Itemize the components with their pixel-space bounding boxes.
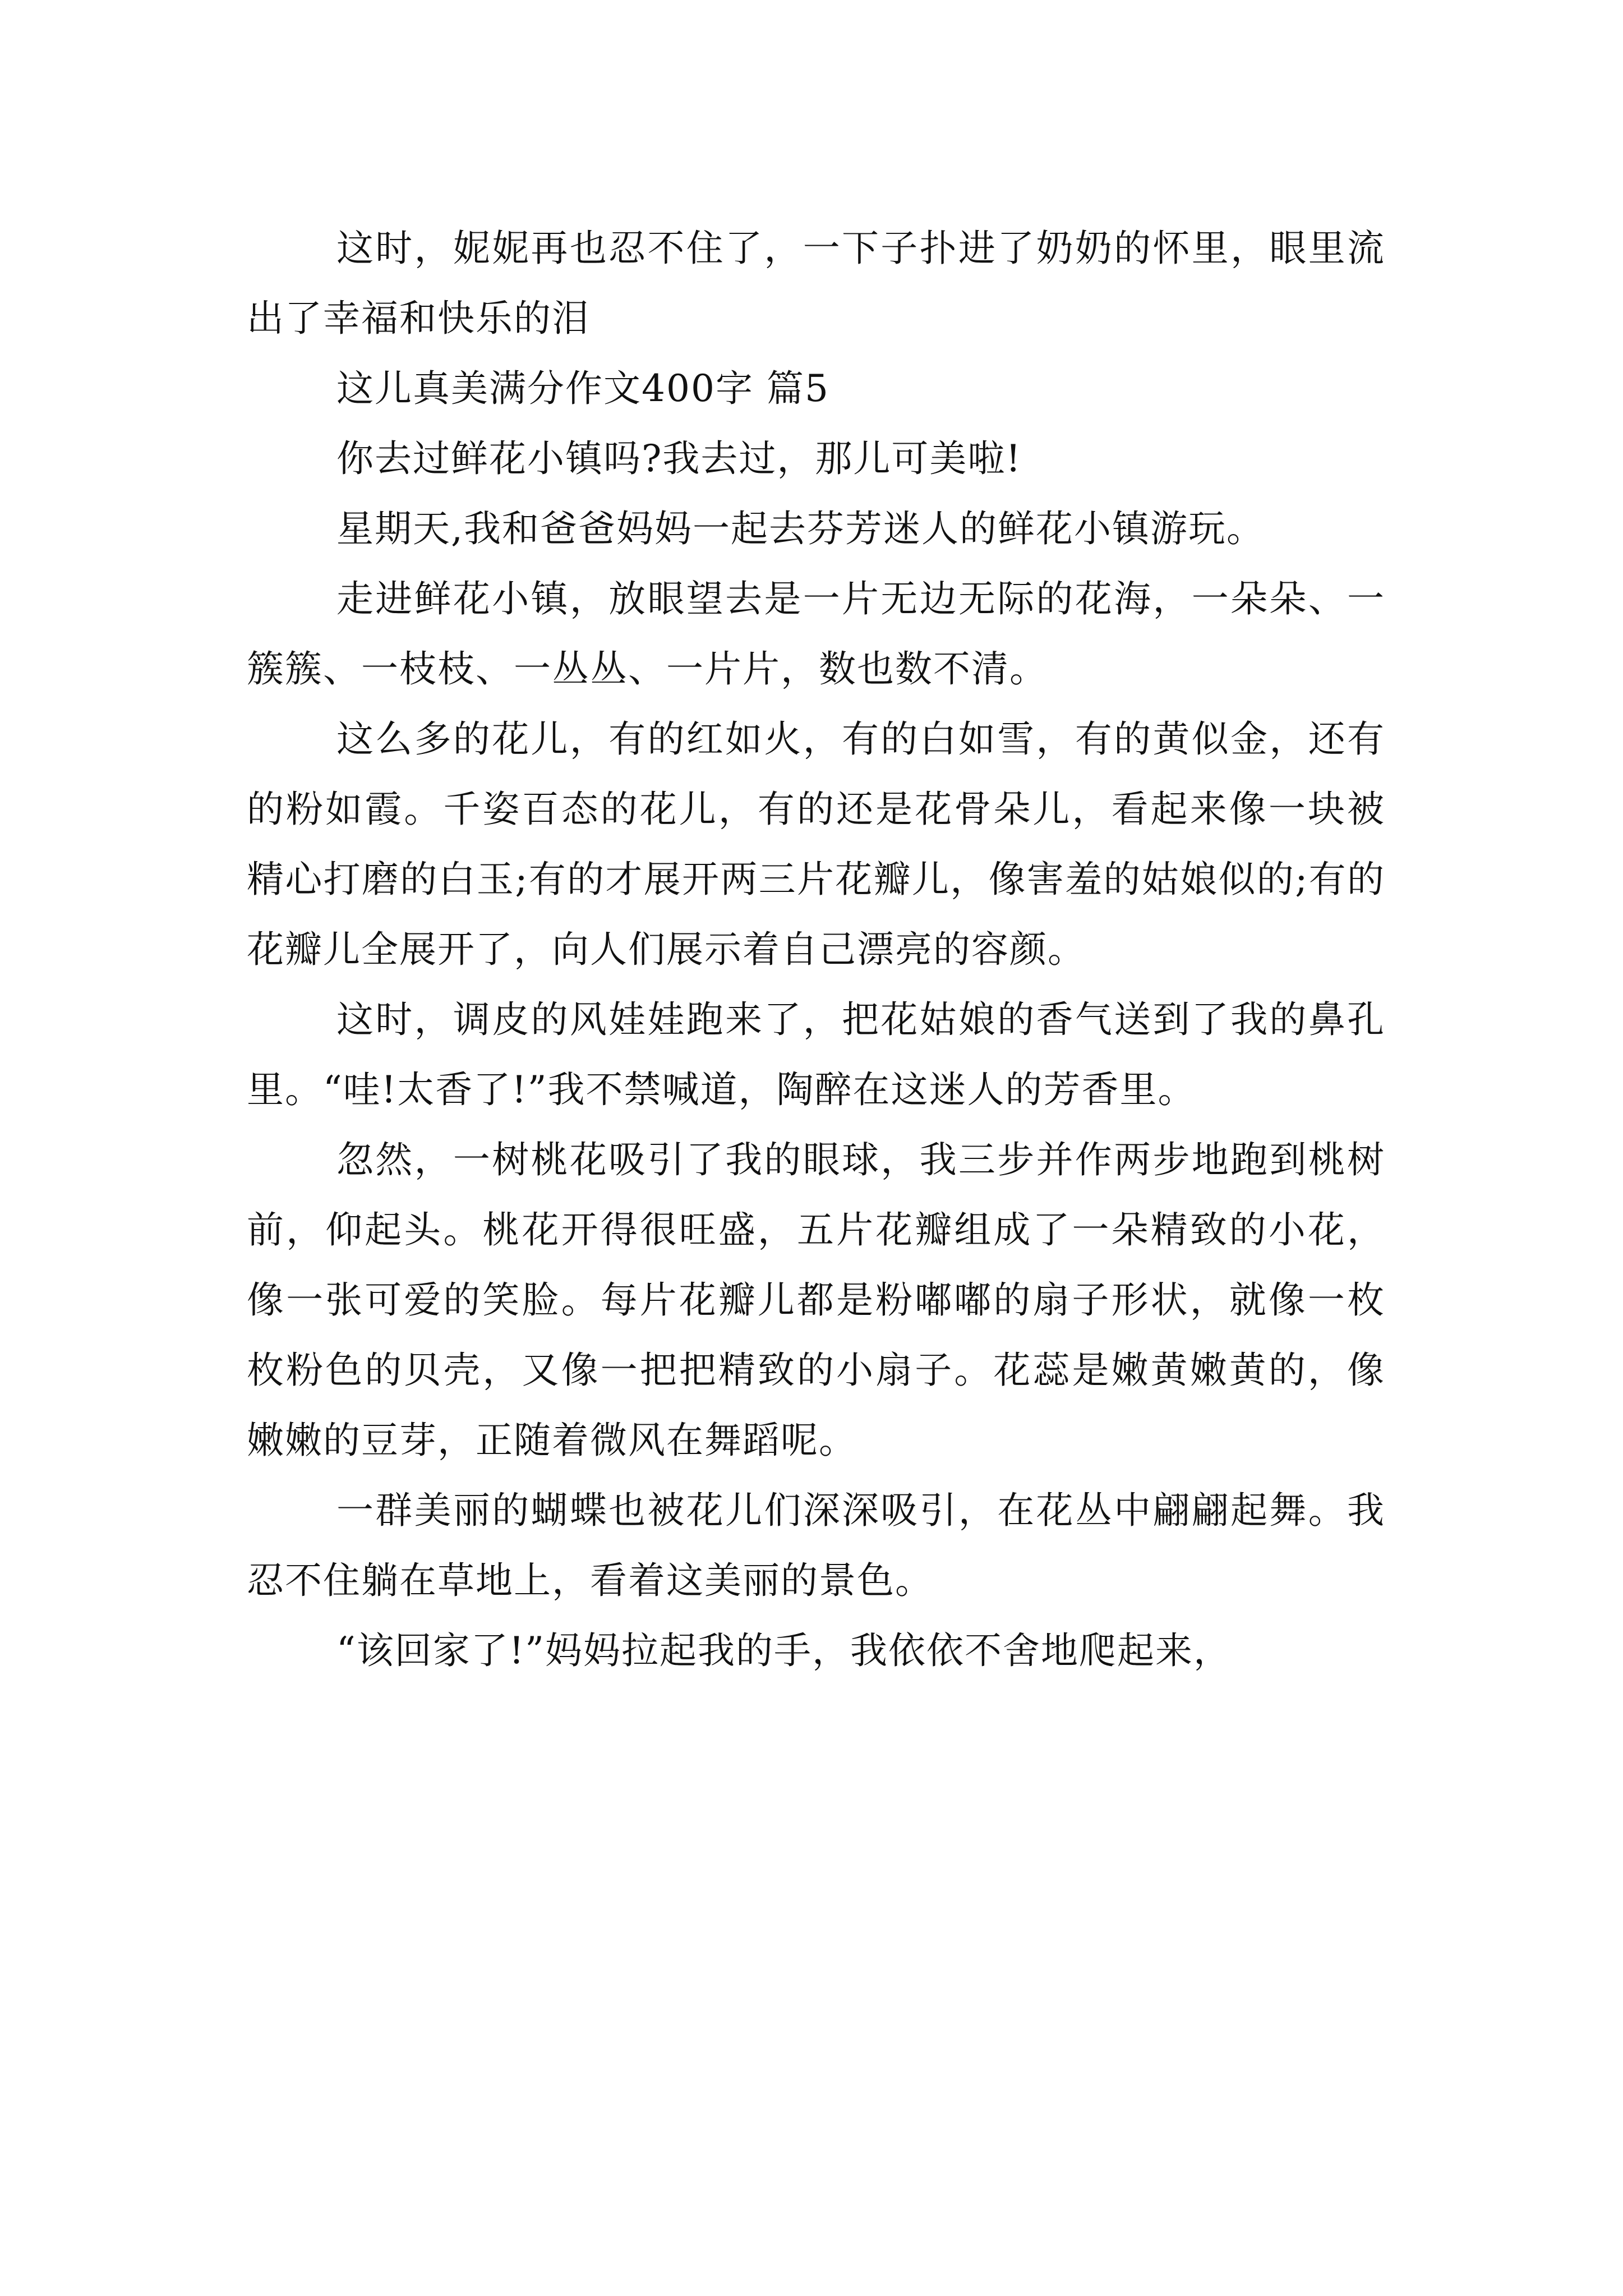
paragraph: 这时，调皮的风娃娃跑来了，把花姑娘的香气送到了我的鼻孔里。“哇!太香了!”我不禁喊道，陶醉在这迷人的芳香里。: [247, 998, 1385, 1111]
section-heading: 这儿真美满分作文400字 篇5: [336, 367, 829, 410]
paragraph: 忽然，一树桃花吸引了我的眼球，我三步并作两步地跑到桃树前，仰起头。桃花开得很旺盛，五片花瓣组成了一朵精致的小花，像一张可爱的笑脸。每片花瓣儿都是粉嘟嘟的扇子形状，就像一枚枚粉色的贝壳，又像一把把精致的小扇子。花蕊是嫩黄嫩黄的，像嫩嫩的豆芽，正随着微风在舞蹈呢。: [247, 1138, 1385, 1462]
document-page: [247, 213, 1385, 1686]
paragraph: 星期天,我和爸爸妈妈一起去芬芳迷人的鲜花小镇游玩。: [336, 507, 1265, 550]
paragraph: 你去过鲜花小镇吗?我去过，那儿可美啦!: [336, 437, 1022, 480]
paragraph: 这么多的花儿，有的红如火，有的白如雪，有的黄似金，还有的粉如霞。千姿百态的花儿，有的还是花骨朵儿，看起来像一块被精心打磨的白玉;有的才展开两三片花瓣儿，像害羞的姑娘似的;有的花瓣儿全展开了，向人们展示着自己漂亮的容颜。: [247, 717, 1385, 971]
paragraph: “该回家了!”妈妈拉起我的手，我依依不舍地爬起来，: [336, 1629, 1232, 1672]
paragraph: 走进鲜花小镇，放眼望去是一片无边无际的花海，一朵朵、一簇簇、一枝枝、一丛丛、一片片，数也数不清。: [247, 577, 1385, 691]
paragraph: 这时，妮妮再也忍不住了，一下子扑进了奶奶的怀里，眼里流出了幸福和快乐的泪: [247, 227, 1385, 340]
paragraph: 一群美丽的蝴蝶也被花儿们深深吸引，在花丛中翩翩起舞。我忍不住躺在草地上，看着这美丽的景色。: [247, 1489, 1385, 1602]
